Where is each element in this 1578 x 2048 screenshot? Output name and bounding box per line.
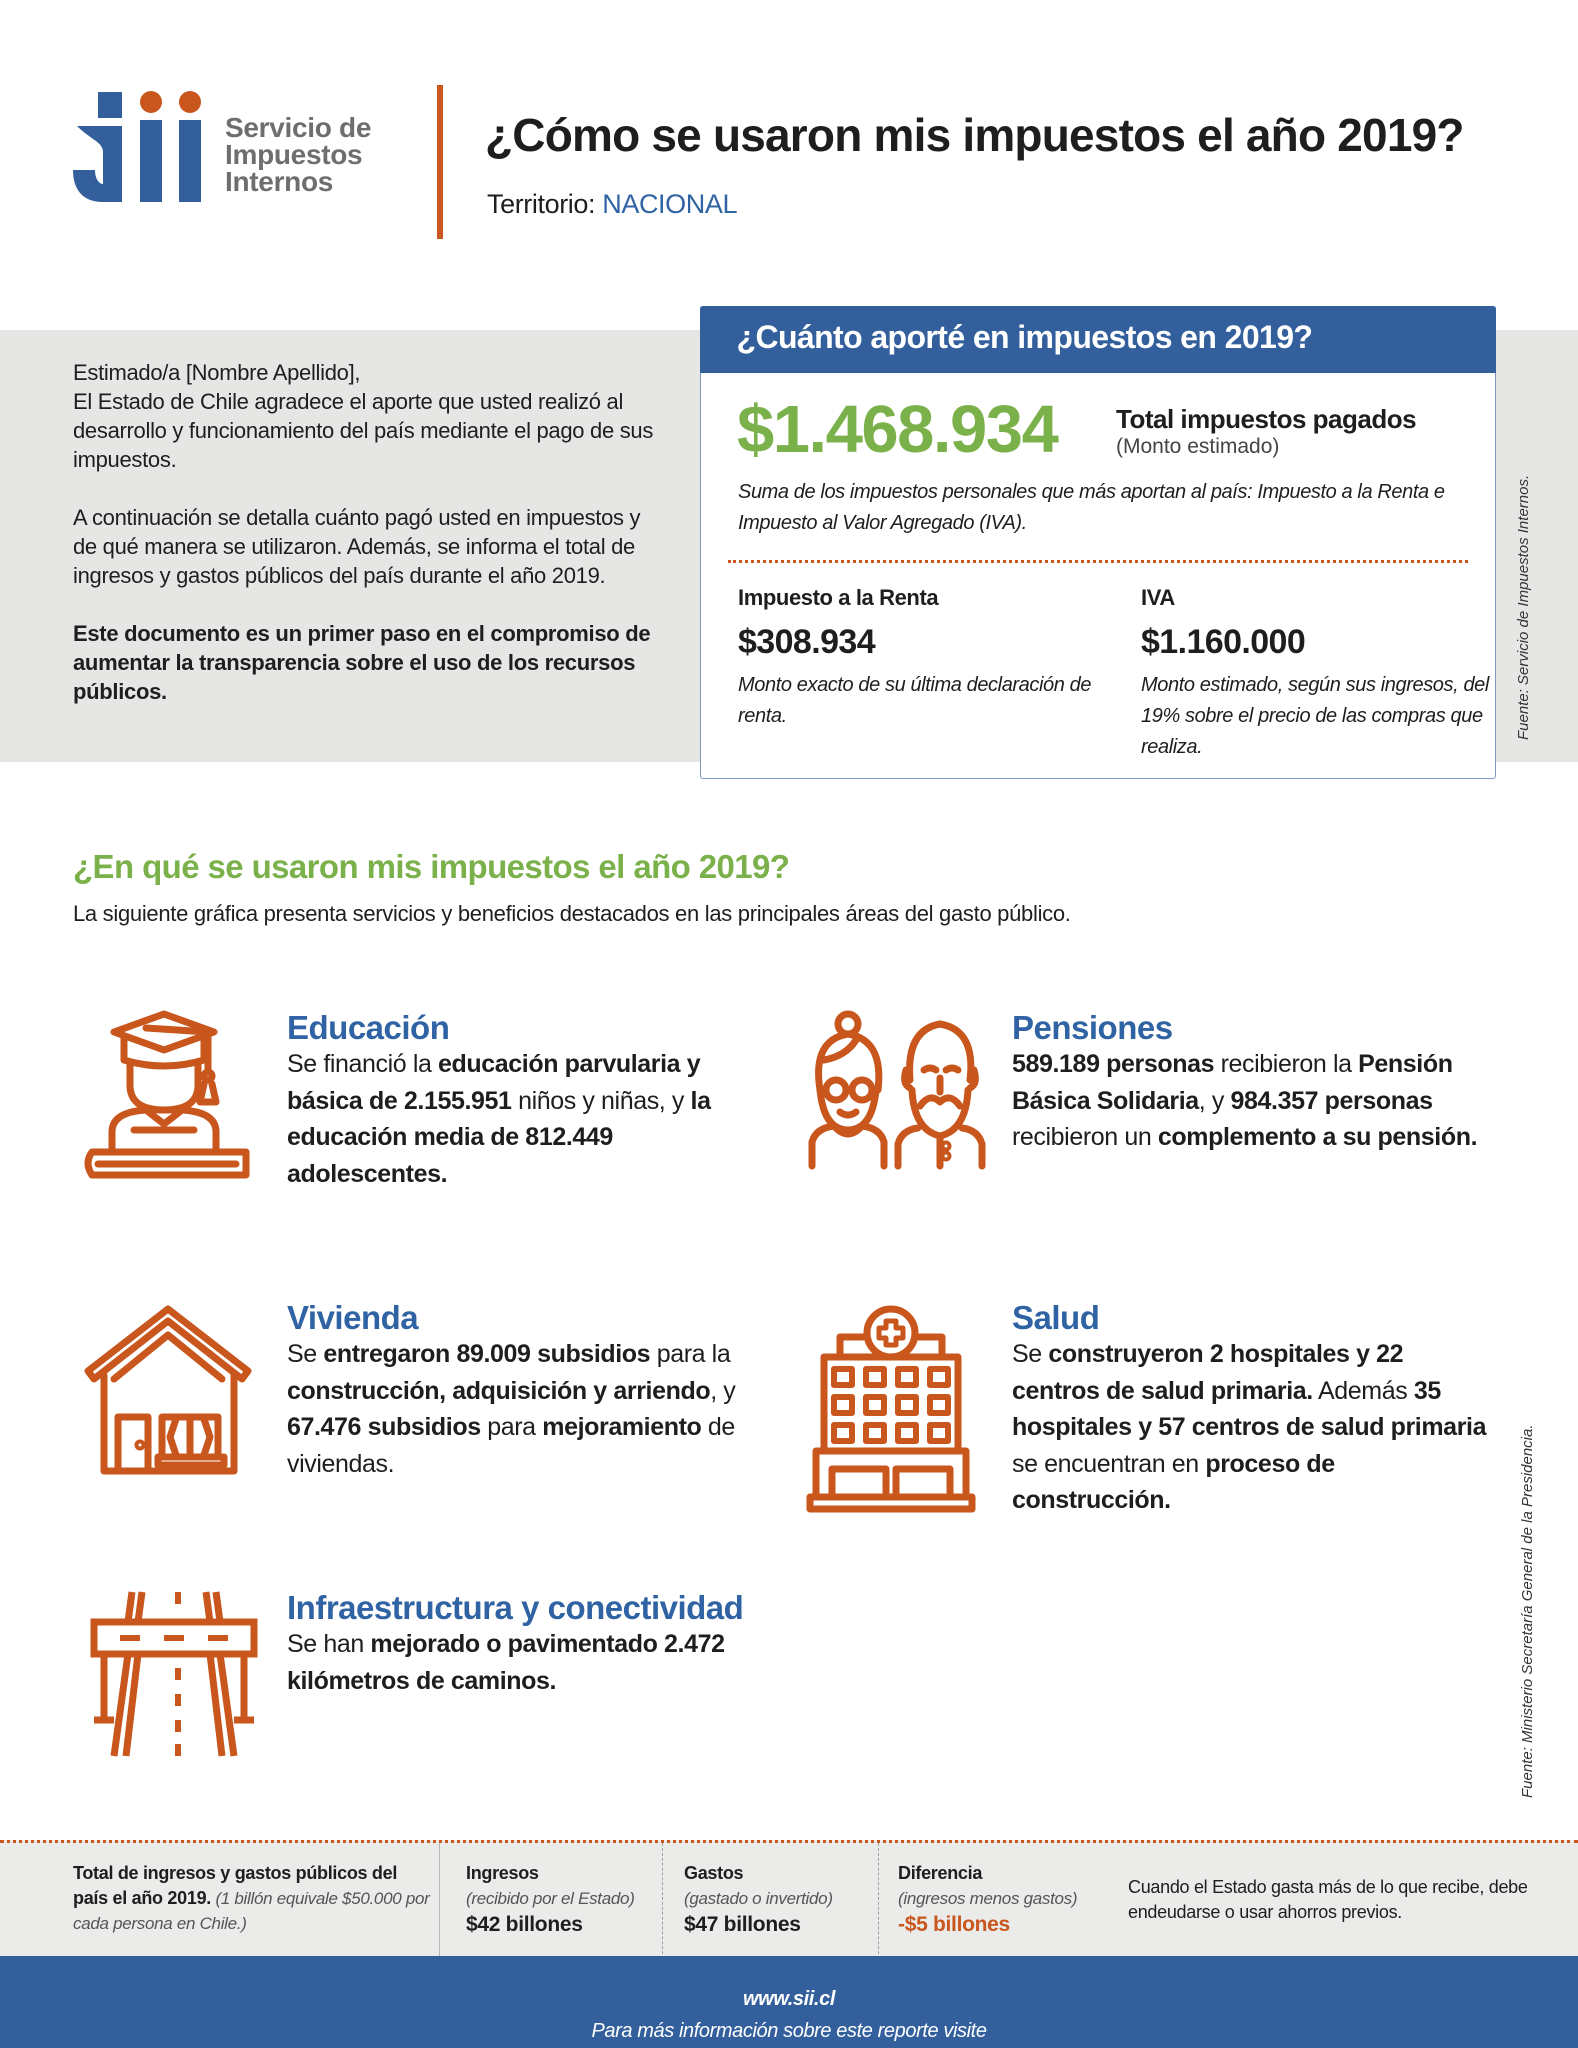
tax-contribution-box (700, 306, 1496, 779)
income-note: (recibido por el Estado) (466, 1889, 635, 1908)
iva-amount: $1.160.000 (1141, 623, 1306, 661)
territory-value: NACIONAL (602, 189, 738, 219)
logo-line-3: Internos (225, 166, 334, 197)
elderly-couple-icon (806, 1010, 986, 1170)
logo-text (225, 114, 371, 195)
text: se encuentran en (1012, 1449, 1206, 1478)
highlight: mejorado o pavimentado 2.472 kilómetros de caminos. (287, 1630, 725, 1695)
income-tax-amount: $308.934 (738, 623, 876, 661)
intro-p1: El Estado de Chile agradece el aporte que usted realizó al desarrollo y funcionamiento del país mediante el pago de sus impuestos. (73, 389, 654, 472)
territory-label: Territorio: (487, 189, 596, 219)
pensions-body (1012, 1046, 1482, 1156)
difference-note: (ingresos menos gastos) (898, 1889, 1078, 1908)
income-label: Ingresos (466, 1863, 539, 1883)
text: niños y niñas, y (511, 1086, 691, 1115)
income-tax-label: Impuesto a la Renta (738, 585, 939, 610)
road-icon (90, 1590, 260, 1760)
summary-difference (898, 1861, 1077, 1938)
total-description: Suma de los impuestos personales que más aportan al país: Impuesto a la Renta e Impuesto al Valor Agregado (IVA). (738, 481, 1445, 534)
text: , y (1198, 1086, 1231, 1115)
header-divider (437, 85, 443, 239)
summary-divider (662, 1843, 663, 1959)
spending-source-note: Fuente: Ministerio Secretaría General de la Presidencia. (1519, 1424, 1536, 1798)
footer-text (0, 1988, 1578, 2042)
iva-label: IVA (1141, 585, 1175, 610)
greeting: Estimado/a [Nombre Apellido], (73, 360, 361, 385)
health-title: Salud (1012, 1299, 1100, 1336)
territory (487, 189, 737, 220)
house-icon (84, 1305, 254, 1475)
sii-logo-mark (73, 90, 213, 205)
summary-strip (0, 1840, 1578, 1956)
highlight: mejoramiento (542, 1413, 702, 1441)
summary-heading-text: Total de ingresos y gastos públicos del país el año 2019. (73, 1863, 398, 1908)
infrastructure-text (287, 1590, 747, 1699)
pensions-text (1012, 1010, 1482, 1156)
text: Se han (287, 1630, 371, 1658)
summary-divider (878, 1843, 879, 1959)
spending-title: ¿En qué se usaron mis impuestos el año 2019? (73, 848, 790, 885)
hospital-icon (806, 1305, 976, 1515)
highlight: 35 hospitales y 57 centros de salud primaria (1012, 1376, 1487, 1441)
tax-source-note: Fuente: Servicio de Impuestos Internos. (1515, 474, 1532, 740)
pensions-title: Pensiones (1012, 1009, 1173, 1046)
infrastructure-body (287, 1626, 747, 1699)
highlight: construyeron 2 hospitales y 22 centros de salud primaria. (1012, 1340, 1404, 1405)
highlight: proceso de construcción. (1012, 1449, 1335, 1514)
page-title: ¿Cómo se usaron mis impuestos el año 2019? (485, 109, 1464, 161)
graduate-icon (84, 1010, 254, 1180)
text: , y (710, 1376, 736, 1405)
housing-body (287, 1336, 747, 1482)
text: Se (1012, 1340, 1049, 1368)
summary-heading (73, 1861, 433, 1936)
deficit-explanation: Cuando el Estado gasta más de lo que recibe, debe endeudarse o usar ahorros previos. (1128, 1877, 1528, 1922)
text: de viviendas. (287, 1413, 735, 1478)
income-tax-description: Monto exacto de su última declaración de renta. (738, 674, 1092, 727)
summary-expenses (684, 1861, 833, 1938)
housing-text (287, 1300, 747, 1482)
summary-heading-note: (1 billón equivale $50.000 por cada persona en Chile.) (73, 1889, 430, 1933)
tax-box-title: ¿Cuánto aporté en impuestos en 2019? (736, 318, 1313, 355)
highlight: 589.189 personas (1012, 1050, 1215, 1078)
difference-label: Diferencia (898, 1863, 983, 1883)
text: para (480, 1413, 543, 1441)
intro-paragraph-1 (73, 358, 663, 474)
text: Se (287, 1340, 324, 1368)
expenses-note: (gastado o invertido) (684, 1889, 833, 1908)
infrastructure-title: Infraestructura y conectividad (287, 1589, 744, 1626)
income-value: $42 billones (466, 1913, 583, 1936)
iva-column (1141, 585, 1501, 763)
health-body (1012, 1336, 1492, 1519)
housing-title: Vivienda (287, 1299, 419, 1336)
total-label: Total impuestos pagados (1116, 404, 1417, 434)
highlight: 984.357 personas (1230, 1086, 1433, 1115)
highlight: construcción, adquisición y arriendo (287, 1376, 711, 1405)
text: recibieron un (1012, 1123, 1158, 1151)
footer-link[interactable]: www.sii.cl (743, 1988, 835, 2010)
text: Además (1312, 1376, 1414, 1405)
summary-divider (439, 1843, 440, 1959)
education-body (287, 1046, 727, 1192)
intro-paragraph-3: Este documento es un primer paso en el compromiso de aumentar la transparencia sobre el uso de los recursos públicos. (73, 621, 651, 704)
highlight: Pensión Básica Solidaria (1012, 1050, 1453, 1115)
expenses-label: Gastos (684, 1863, 744, 1883)
highlight: entregaron 89.009 subsidios (323, 1340, 651, 1368)
footer (0, 1956, 1578, 2048)
dotted-divider (728, 560, 1468, 563)
logo-line-2: Impuestos (225, 139, 363, 170)
highlight: la educación media de 812.449 adolescentes. (287, 1086, 711, 1188)
spending-subtitle: La siguiente gráfica presenta servicios y beneficios destacados en las principales áreas del gasto público. (73, 901, 1071, 926)
iva-description: Monto estimado, según sus ingresos, del 19% sobre el precio de las compras que realiza. (1141, 674, 1489, 758)
logo-line-1: Servicio de (225, 112, 372, 143)
highlight: complemento a su pensión. (1157, 1123, 1478, 1151)
total-amount: $1.468.934 (737, 392, 1058, 467)
education-text (287, 1010, 727, 1192)
expenses-value: $47 billones (684, 1913, 801, 1936)
difference-value: -$5 billones (898, 1913, 1010, 1936)
summary-income (466, 1861, 635, 1938)
income-tax-column (738, 585, 1098, 732)
total-sublabel: (Monto estimado) (1116, 435, 1280, 458)
text: recibieron la (1214, 1050, 1359, 1078)
education-title: Educación (287, 1009, 450, 1046)
intro-text (73, 358, 663, 735)
text: Se financió la (287, 1050, 439, 1078)
highlight: 67.476 subsidios (287, 1413, 481, 1441)
health-text (1012, 1300, 1492, 1519)
intro-paragraph-2: A continuación se detalla cuánto pagó usted en impuestos y de qué manera se utilizaron. Además, se informa el total de ingresos y gastos públicos del país durante el año 2019. (73, 505, 641, 588)
footer-message: Para más información sobre este reporte visite (591, 2020, 987, 2042)
highlight: educación parvularia y básica de 2.155.951 (287, 1050, 701, 1115)
text: para la (650, 1340, 731, 1368)
tax-box-header (700, 306, 1496, 373)
